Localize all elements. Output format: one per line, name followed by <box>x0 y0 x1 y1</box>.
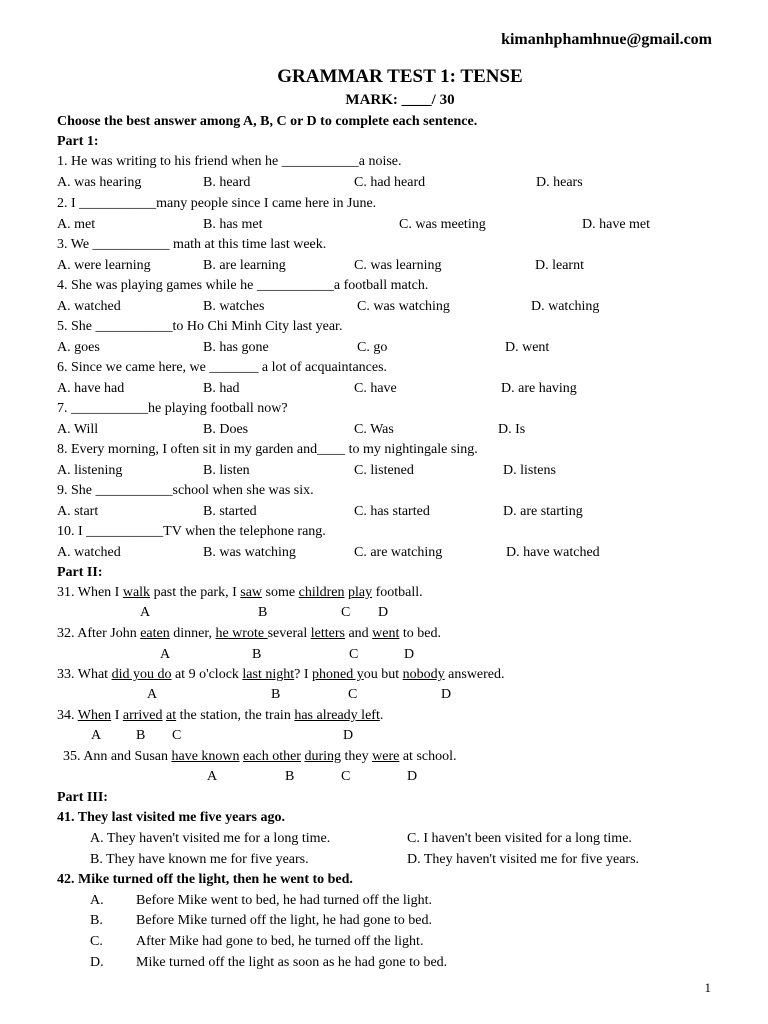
q42-option-c-letter: C. <box>90 934 103 949</box>
letter-b: B <box>252 647 262 662</box>
q7-option-d: D. Is <box>498 422 526 437</box>
q42-option-b-text: Before Mike turned off the light, he had gone to bed. <box>136 913 432 928</box>
q6-option-b: B. had <box>203 381 240 396</box>
question-10: 10. I ___________TV when the telephone rang. <box>57 524 326 539</box>
letter-a: A <box>207 769 218 784</box>
q42-option-a-text: Before Mike went to bed, he had turned off the light. <box>136 893 432 908</box>
page-title: GRAMMAR TEST 1: TENSE <box>277 66 523 87</box>
q41-option-a: A. They haven't visited me for a long time. <box>90 831 331 846</box>
q1-option-b: B. heard <box>203 175 251 190</box>
question-6: 6. Since we came here, we _______ a lot of acquaintances. <box>57 360 388 375</box>
q5-option-b: B. has gone <box>203 340 269 355</box>
question-7: 7. ___________he playing football now? <box>57 401 288 416</box>
q9-option-b: B. started <box>203 504 257 519</box>
q42-option-a-letter: A. <box>90 893 104 908</box>
part1-heading: Part 1: <box>57 134 99 149</box>
letter-a: A <box>91 728 102 743</box>
question-2: 2. I ___________many people since I came here in June. <box>57 196 377 211</box>
q4-option-b: B. watches <box>203 299 265 314</box>
question-4: 4. She was playing games while he ___________a football match. <box>57 278 429 293</box>
q4-option-d: D. watching <box>531 299 600 314</box>
q42-option-c-text: After Mike had gone to bed, he turned off the light. <box>136 934 424 949</box>
sentence-33: 33. What did you do at 9 o'clock last night? I phoned you but nobody answered. <box>57 667 505 682</box>
q3-option-a: A. were learning <box>57 258 151 273</box>
letter-b: B <box>136 728 146 743</box>
letter-d: D <box>404 647 415 662</box>
q3-option-d: D. learnt <box>535 258 584 273</box>
letter-d: D <box>343 728 354 743</box>
question-42: 42. Mike turned off the light, then he went to bed. <box>57 872 353 887</box>
q10-option-a: A. watched <box>57 545 121 560</box>
page-number: 1 <box>704 980 711 995</box>
sentence-31: 31. When I walk past the park, I saw some children play football. <box>57 585 423 600</box>
q42-option-b-letter: B. <box>90 913 103 928</box>
q1-option-d: D. hears <box>536 175 583 190</box>
letter-b: B <box>271 687 281 702</box>
letter-a: A <box>147 687 158 702</box>
q10-option-d: D. have watched <box>506 545 600 560</box>
part2-heading: Part II: <box>57 565 103 580</box>
instruction: Choose the best answer among A, B, C or D to complete each sentence. <box>57 114 478 129</box>
part3-heading: Part III: <box>57 790 108 805</box>
q10-option-c: C. are watching <box>354 545 443 560</box>
q42-option-d-letter: D. <box>90 955 104 970</box>
question-3: 3. We ___________ math at this time last week. <box>57 237 327 252</box>
q8-option-b: B. listen <box>203 463 250 478</box>
mark-line: MARK: ____/ 30 <box>345 92 455 108</box>
q1-option-c: C. had heard <box>354 175 426 190</box>
q7-option-b: B. Does <box>203 422 249 437</box>
sentence-35: 35. Ann and Susan have known each other during they were at school. <box>63 749 457 764</box>
question-1: 1. He was writing to his friend when he ___________a noise. <box>57 154 402 169</box>
q6-option-c: C. have <box>354 381 397 396</box>
q6-option-d: D. are having <box>501 381 577 396</box>
letter-c: C <box>348 687 358 702</box>
letter-c: C <box>341 605 351 620</box>
q9-option-a: A. start <box>57 504 99 519</box>
q8-option-d: D. listens <box>503 463 556 478</box>
q2-option-b: B. has met <box>203 217 263 232</box>
q2-option-c: C. was meeting <box>399 217 486 232</box>
q41-option-c: C. I haven't been visited for a long time. <box>407 831 632 846</box>
q41-option-b: B. They have known me for five years. <box>90 852 309 867</box>
q8-option-a: A. listening <box>57 463 123 478</box>
letter-c: C <box>349 647 359 662</box>
q1-option-a: A. was hearing <box>57 175 142 190</box>
question-9: 9. She ___________school when she was six. <box>57 483 314 498</box>
q42-option-d-text: Mike turned off the light as soon as he had gone to bed. <box>136 955 448 970</box>
letter-a: A <box>160 647 171 662</box>
q5-option-a: A. goes <box>57 340 100 355</box>
letter-b: B <box>258 605 268 620</box>
q6-option-a: A. have had <box>57 381 125 396</box>
q7-option-c: C. Was <box>354 422 394 437</box>
q7-option-a: A. Will <box>57 422 99 437</box>
q2-option-a: A. met <box>57 217 96 232</box>
question-41: 41. They last visited me five years ago. <box>57 810 285 825</box>
q9-option-c: C. has started <box>354 504 430 519</box>
author-email: kimanhphamhnue@gmail.com <box>501 31 712 48</box>
letter-b: B <box>285 769 295 784</box>
letter-c: C <box>172 728 182 743</box>
q5-option-c: C. go <box>357 340 388 355</box>
sentence-34: 34. When I arrived at the station, the train has already left. <box>57 708 384 723</box>
letter-c: C <box>341 769 351 784</box>
q8-option-c: C. listened <box>354 463 414 478</box>
q3-option-b: B. are learning <box>203 258 286 273</box>
q3-option-c: C. was learning <box>354 258 442 273</box>
q2-option-d: D. have met <box>582 217 651 232</box>
letter-d: D <box>441 687 452 702</box>
q9-option-d: D. are starting <box>503 504 583 519</box>
letter-d: D <box>407 769 418 784</box>
letter-d: D <box>378 605 389 620</box>
q41-option-d: D. They haven't visited me for five years. <box>407 852 640 867</box>
sentence-32: 32. After John eaten dinner, he wrote several letters and went to bed. <box>57 626 441 641</box>
q10-option-b: B. was watching <box>203 545 296 560</box>
question-5: 5. She ___________to Ho Chi Minh City last year. <box>57 319 343 334</box>
q4-option-c: C. was watching <box>357 299 450 314</box>
q4-option-a: A. watched <box>57 299 121 314</box>
letter-a: A <box>140 605 151 620</box>
q5-option-d: D. went <box>505 340 550 355</box>
question-8: 8. Every morning, I often sit in my garden and____ to my nightingale sing. <box>57 442 478 457</box>
